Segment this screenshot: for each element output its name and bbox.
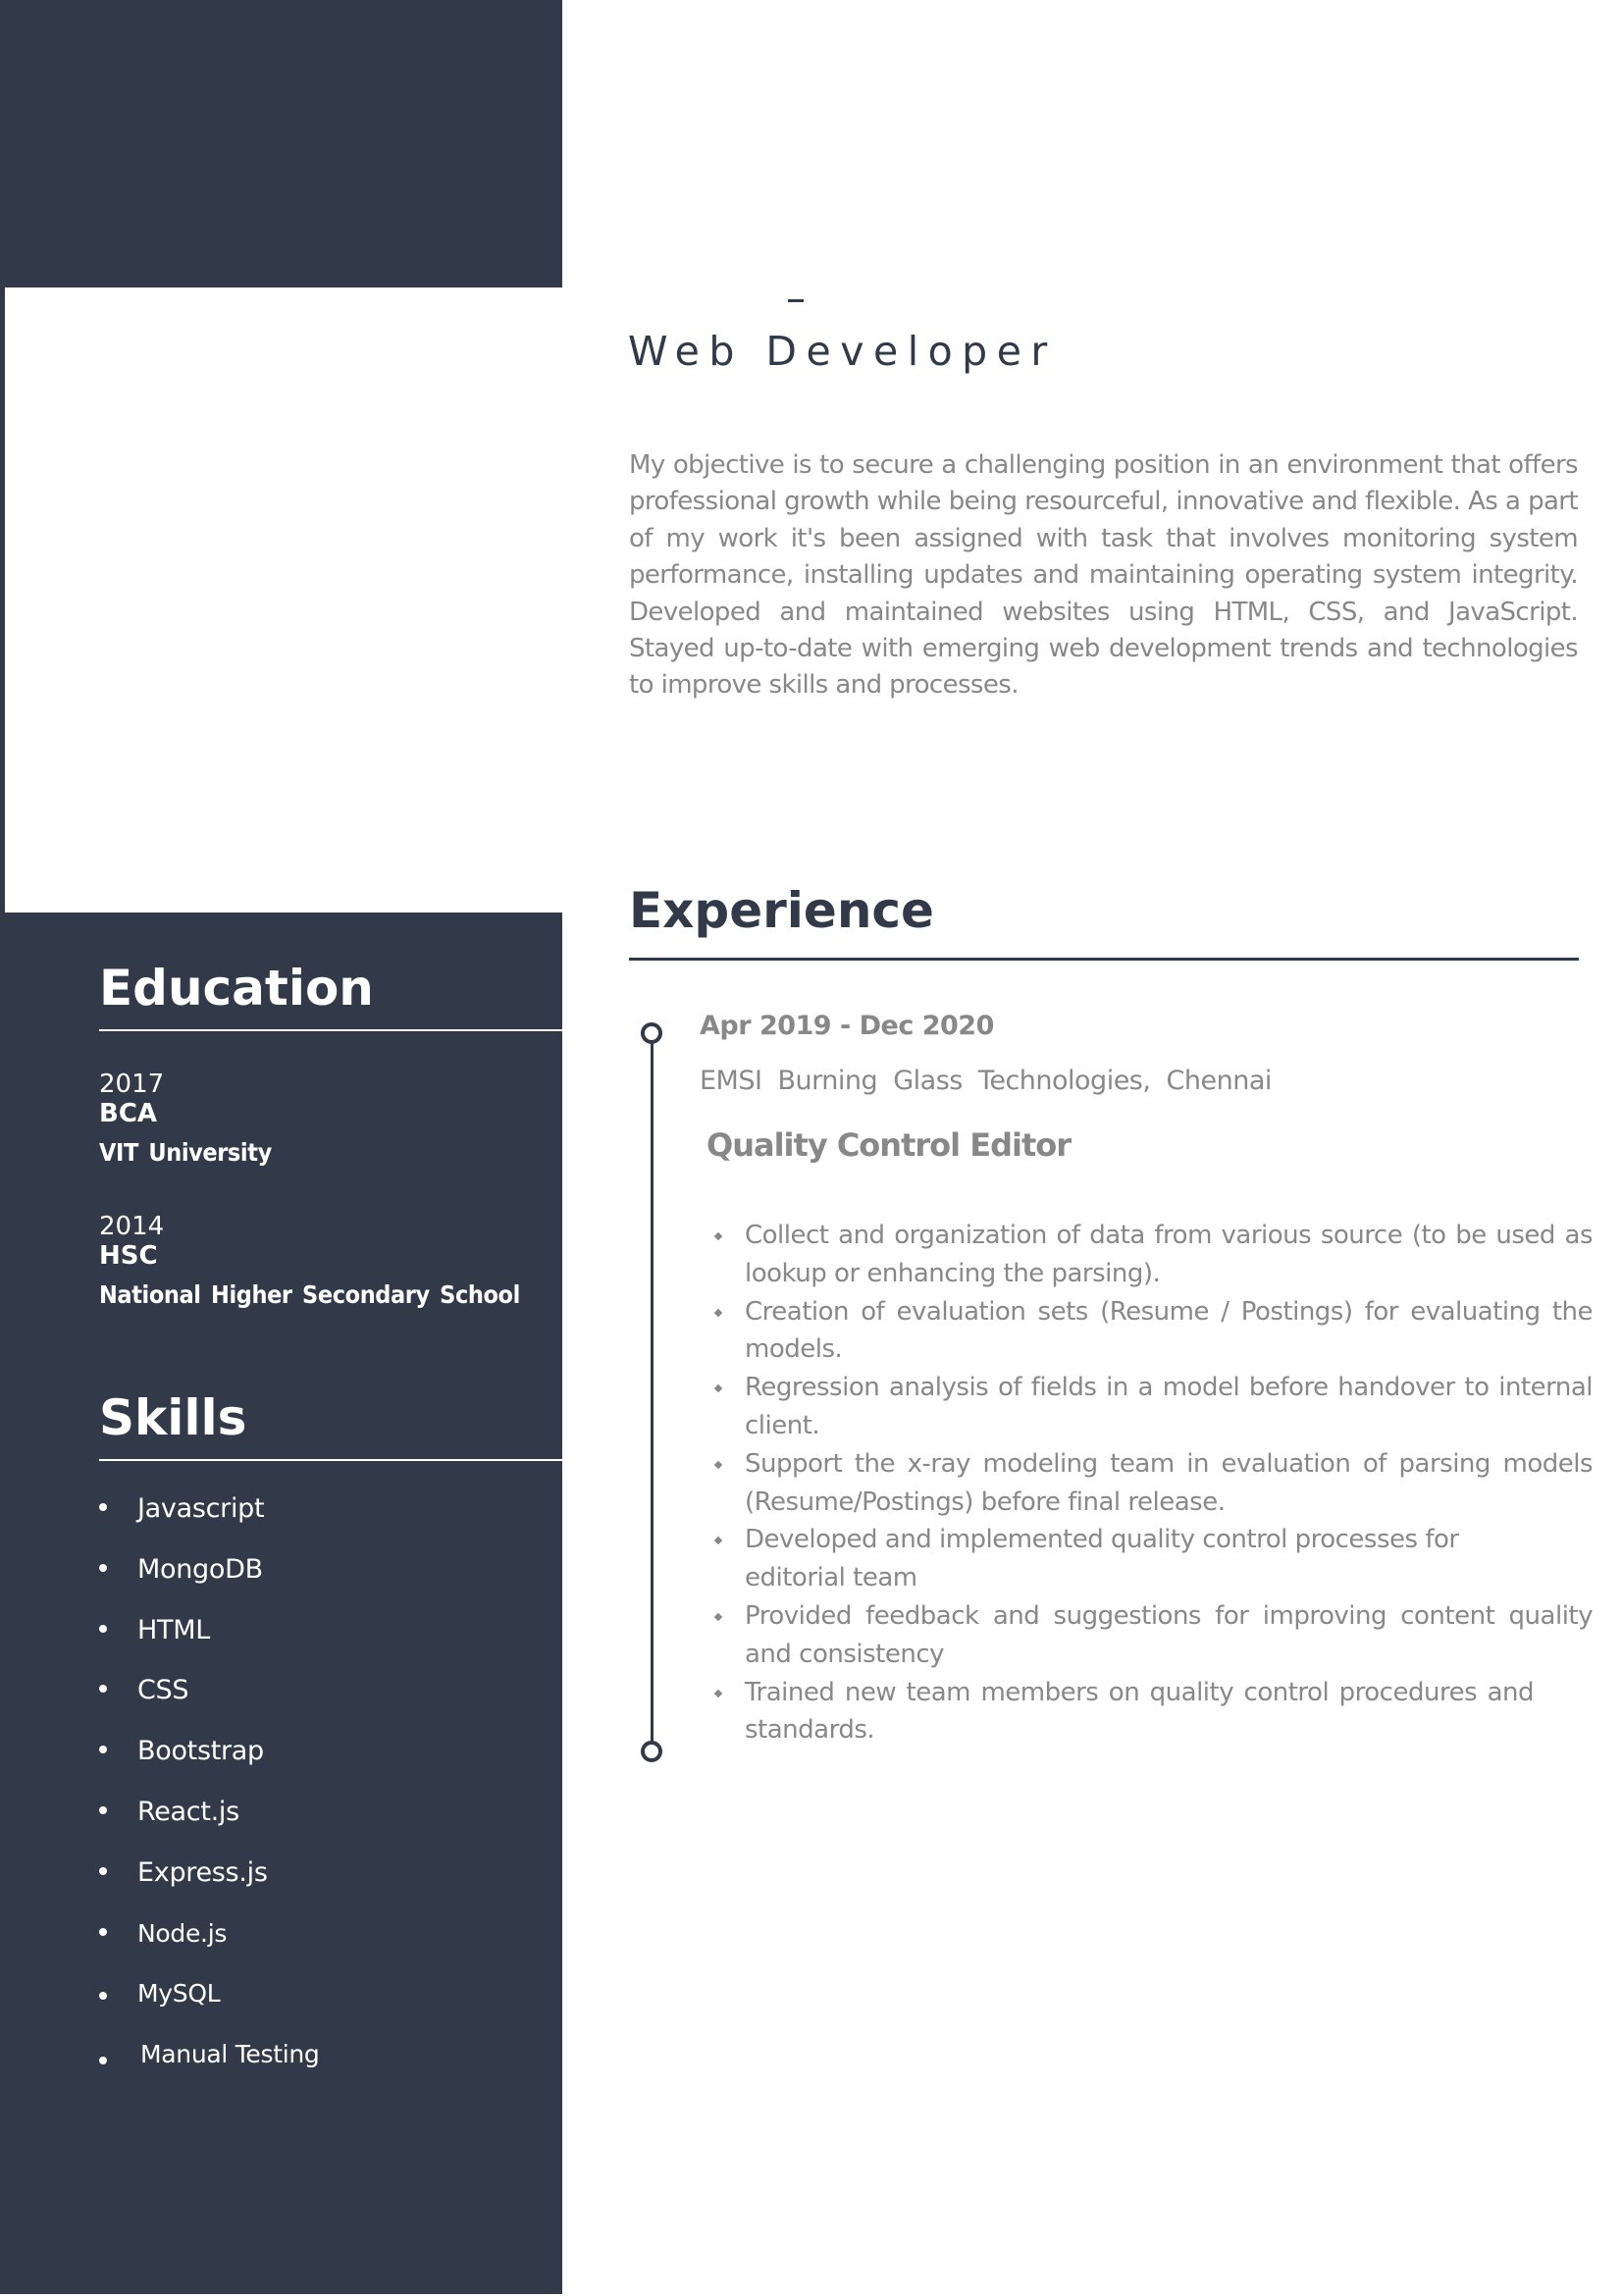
objective-text: My objective is to secure a challenging position in an environment that offers professional growth while being resourceful, innovative and flexible. As a part of my work it's been assigned with task that involves monitoring system performance, installing updates and maintaining operating system integrity. Developed and maintained websites using HTML, CSS, and JavaScript. Stayed up-to-date with emerging web development trends and technologies to improve skills and processes. bbox=[629, 450, 1578, 701]
name-separator bbox=[788, 299, 804, 302]
education-divider bbox=[99, 1029, 562, 1031]
timeline-end-circle-icon bbox=[641, 1741, 662, 1762]
skills-divider bbox=[99, 1459, 562, 1461]
bullet-icon bbox=[99, 1503, 107, 1511]
education-degree: HSC bbox=[99, 1241, 158, 1271]
timeline-start-circle-icon bbox=[641, 1022, 662, 1044]
duty-item bbox=[711, 1521, 1593, 1597]
duty-text: Trained new team members on quality control procedures and standards. bbox=[745, 1677, 1534, 1746]
duty-item bbox=[711, 1445, 1593, 1522]
job-company: EMSI Burning Glass Technologies, Chennai bbox=[700, 1066, 1272, 1096]
bullet-icon bbox=[99, 1928, 107, 1936]
skill-label: Express.js bbox=[137, 1856, 268, 1888]
skill-label: HTML bbox=[137, 1614, 210, 1645]
diamond-bullet-icon bbox=[714, 1613, 722, 1621]
profile-photo-placeholder bbox=[5, 287, 562, 913]
duty-text: Regression analysis of fields in a model before handover to internal client. bbox=[745, 1373, 1593, 1440]
skill-label: Bootstrap bbox=[137, 1736, 264, 1767]
duty-item bbox=[711, 1369, 1593, 1445]
education-heading: Education bbox=[99, 960, 374, 1017]
skill-label: Node.js bbox=[137, 1918, 228, 1948]
duty-item bbox=[711, 1674, 1593, 1750]
duty-item bbox=[711, 1217, 1593, 1293]
diamond-bullet-icon bbox=[714, 1232, 722, 1240]
job-role: Quality Control Editor bbox=[706, 1126, 1072, 1164]
skills-section bbox=[99, 1389, 562, 1461]
job-dates: Apr 2019 - Dec 2020 bbox=[700, 1011, 994, 1041]
education-school: National Higher Secondary School bbox=[99, 1280, 520, 1309]
duty-text: Developed and implemented quality control processes for editorial team bbox=[745, 1525, 1459, 1593]
experience-heading: Experience bbox=[629, 882, 934, 939]
skill-label: CSS bbox=[137, 1675, 189, 1706]
job-duties-list bbox=[711, 1217, 1593, 1749]
skill-label: MongoDB bbox=[137, 1553, 263, 1585]
education-entry bbox=[99, 1212, 520, 1310]
timeline-line bbox=[651, 1038, 654, 1749]
education-year: 2017 bbox=[99, 1070, 165, 1099]
diamond-bullet-icon bbox=[714, 1689, 722, 1696]
diamond-bullet-icon bbox=[714, 1308, 722, 1316]
education-school: VIT University bbox=[99, 1138, 272, 1167]
education-section bbox=[99, 960, 562, 1031]
bullet-icon bbox=[99, 1564, 107, 1572]
skills-heading: Skills bbox=[99, 1389, 247, 1446]
skill-label: MySQL bbox=[137, 1979, 221, 2009]
duty-item bbox=[711, 1293, 1593, 1370]
skill-label: React.js bbox=[137, 1796, 239, 1827]
diamond-bullet-icon bbox=[714, 1537, 722, 1544]
bullet-icon bbox=[99, 1625, 107, 1633]
job-title: Web Developer bbox=[628, 328, 1057, 375]
bullet-icon bbox=[99, 1867, 107, 1875]
education-degree: BCA bbox=[99, 1099, 158, 1128]
skill-label: Javascript bbox=[137, 1493, 265, 1524]
duty-item bbox=[711, 1597, 1593, 1674]
diamond-bullet-icon bbox=[714, 1384, 722, 1392]
duty-text: Support the x-ray modeling team in evaluation of parsing models (Resume/Postings) before final release. bbox=[745, 1448, 1593, 1517]
experience-divider bbox=[629, 958, 1579, 961]
skill-label: Manual Testing bbox=[140, 2040, 320, 2069]
diamond-bullet-icon bbox=[714, 1461, 722, 1469]
duty-text: Provided feedback and suggestions for improving content quality and consistency bbox=[745, 1600, 1593, 1669]
education-entry bbox=[99, 1070, 272, 1168]
bullet-icon bbox=[99, 1806, 107, 1814]
duty-text: Collect and organization of data from various source (to be used as lookup or enhancing the parsing). bbox=[745, 1221, 1593, 1288]
duty-text: Creation of evaluation sets (Resume / Postings) for evaluating the models. bbox=[745, 1296, 1593, 1365]
education-year: 2014 bbox=[99, 1212, 165, 1241]
